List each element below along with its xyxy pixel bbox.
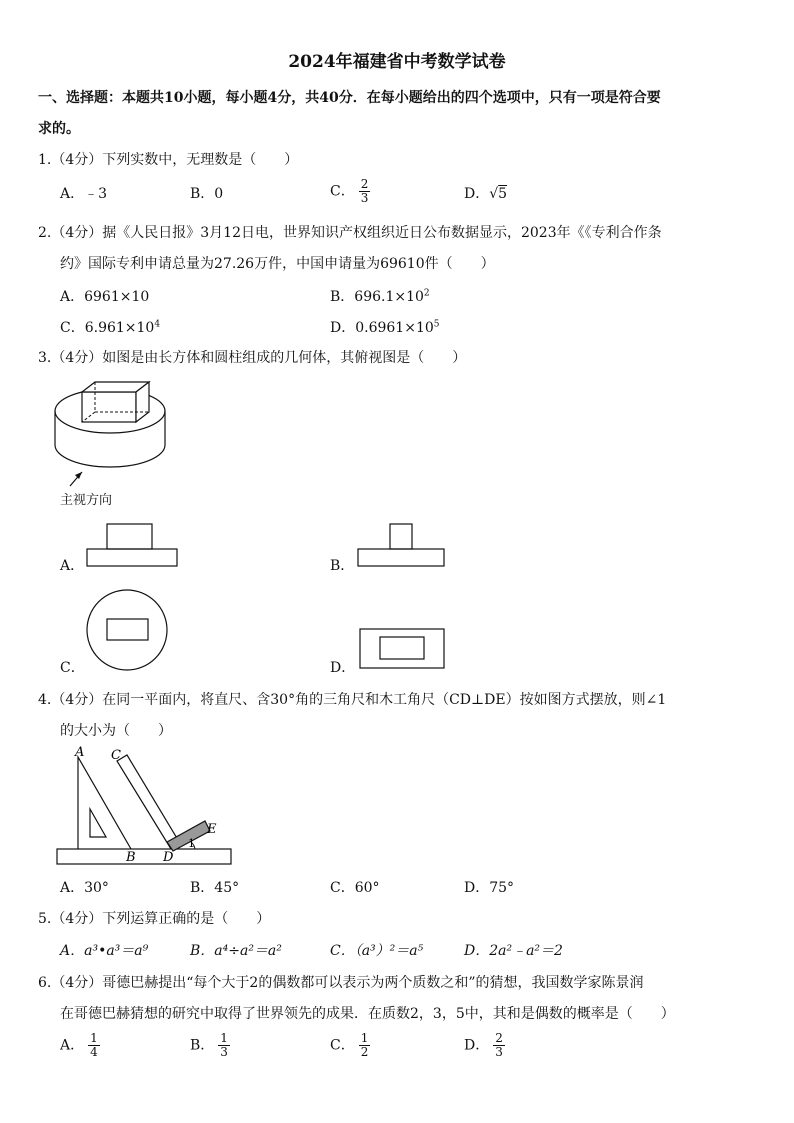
fraction-denominator: 3 bbox=[495, 1045, 503, 1059]
q4-option-d: D．75° bbox=[464, 880, 515, 896]
point-label-b: B bbox=[126, 850, 136, 865]
q6-line1: 6.（4分）哥德巴赫提出“每个大于2的偶数都可以表示为两个质数之和”的猜想，我国数学家陈景润 bbox=[38, 975, 644, 991]
q1-stem: 1.（4分）下列实数中，无理数是（ ） bbox=[38, 152, 299, 168]
q3-option-c-label: C． bbox=[60, 660, 85, 676]
fraction-numerator: 1 bbox=[90, 1031, 98, 1045]
fraction-numerator: 1 bbox=[220, 1031, 228, 1045]
q2-option-b-base: B．696.1×10 bbox=[330, 289, 424, 305]
q4-option-a: A．30° bbox=[60, 880, 109, 896]
q4-ruler-figure bbox=[55, 745, 235, 870]
q1-option-d bbox=[464, 183, 507, 203]
main-view-direction-label: 主视方向 bbox=[60, 493, 113, 508]
q5-stem: 5.（4分）下列运算正确的是（ ） bbox=[38, 911, 271, 927]
q2-option-a: A．6961×10 bbox=[60, 289, 150, 305]
q2-option-b-exponent: 2 bbox=[423, 288, 430, 299]
q3-option-d-figure bbox=[358, 627, 448, 672]
q1-option-a: A．﹣3 bbox=[60, 186, 108, 202]
q2-option-c-exponent: 4 bbox=[154, 319, 161, 330]
angle-label-1: 1 bbox=[188, 837, 195, 850]
q1-option-c-label: C． bbox=[330, 183, 355, 200]
q4-line1: 4.（4分）在同一平面内，将直尺、含30°角的三角尺和木工角尺（CD⊥DE）按如图方式摆放，则∠1 bbox=[38, 692, 667, 708]
q3-option-a-label: A． bbox=[60, 558, 85, 574]
q2-line2: 约》国际专利申请总量为27.26万件，中国申请量为69610件（ ） bbox=[60, 256, 495, 272]
fraction-numerator: 2 bbox=[360, 177, 369, 191]
q6-option-c-fraction bbox=[359, 1032, 371, 1059]
q3-stem: 3.（4分）如图是由长方体和圆柱组成的几何体，其俯视图是（ ） bbox=[38, 350, 467, 366]
fraction-numerator: 1 bbox=[360, 1031, 369, 1045]
q6-option-d-label: D． bbox=[464, 1037, 490, 1054]
fraction-denominator: 3 bbox=[360, 191, 369, 205]
q2-option-d-base: D．0.6961×10 bbox=[330, 320, 434, 336]
fraction-denominator: 3 bbox=[220, 1045, 228, 1059]
q3-solid-figure bbox=[50, 378, 180, 488]
q1-option-b: B．0 bbox=[190, 186, 224, 202]
q1-option-c-fraction bbox=[359, 178, 371, 205]
q6-option-b-fraction bbox=[218, 1032, 230, 1059]
point-label-e: E bbox=[207, 822, 217, 837]
q6-line2: 在哥德巴赫猜想的研究中取得了世界领先的成果．在质数2，3，5中，其和是偶数的概率是（ ） bbox=[60, 1006, 675, 1022]
page-title: 2024年福建省中考数学试卷 bbox=[288, 52, 506, 72]
q6-option-c bbox=[330, 1032, 370, 1059]
q1-option-c bbox=[330, 178, 370, 205]
point-label-c: C bbox=[111, 748, 121, 763]
fraction-numerator: 2 bbox=[495, 1031, 503, 1045]
q4-option-c: C．60° bbox=[330, 880, 380, 896]
q3-option-d-label: D． bbox=[330, 660, 356, 676]
q2-option-c bbox=[60, 317, 160, 337]
q3-option-c-figure bbox=[85, 588, 170, 673]
radicand: 5 bbox=[498, 186, 508, 202]
q6-option-c-label: C． bbox=[330, 1037, 355, 1054]
q4-option-b: B．45° bbox=[190, 880, 240, 896]
q3-option-b-figure bbox=[356, 523, 451, 569]
q5-option-b: B．a⁴÷a²＝a² bbox=[190, 943, 282, 959]
point-label-a: A bbox=[75, 745, 85, 760]
q6-option-b-label: B． bbox=[190, 1037, 215, 1054]
q6-option-a-label: A． bbox=[60, 1037, 85, 1054]
fraction-denominator: 4 bbox=[90, 1045, 98, 1059]
q2-option-d bbox=[330, 317, 440, 337]
q6-option-a bbox=[60, 1032, 100, 1059]
q6-option-d-fraction bbox=[493, 1032, 505, 1059]
q6-option-d bbox=[464, 1032, 505, 1059]
q3-option-b-label: B． bbox=[330, 558, 355, 574]
point-label-d: D bbox=[163, 850, 174, 865]
q5-option-a: A．a³•a³＝a⁹ bbox=[60, 943, 149, 959]
q4-line2: 的大小为（ ） bbox=[60, 723, 172, 739]
sqrt-sign-icon: √ bbox=[489, 186, 499, 202]
q1-option-d-label: D． bbox=[464, 186, 490, 202]
q2-option-c-base: C．6.961×10 bbox=[60, 320, 155, 336]
section-heading-line2: 求的。 bbox=[38, 121, 80, 137]
q2-option-d-exponent: 5 bbox=[433, 319, 440, 330]
q3-option-a-figure bbox=[85, 523, 180, 569]
section-heading-line1: 一、选择题：本题共10小题，每小题4分，共40分．在每小题给出的四个选项中，只有一项是符合要 bbox=[38, 90, 661, 106]
q6-option-b bbox=[190, 1032, 230, 1059]
q2-option-b bbox=[330, 286, 430, 306]
fraction-denominator: 2 bbox=[360, 1045, 369, 1059]
q5-option-d: D．2a²﹣a²＝2 bbox=[464, 943, 563, 959]
q2-line1: 2.（4分）据《人民日报》3月12日电，世界知识产权组织近日公布数据显示，2023年《《专利合作条 bbox=[38, 225, 662, 241]
q5-option-c: C．（a³）²＝a⁵ bbox=[330, 943, 424, 959]
q6-option-a-fraction bbox=[88, 1032, 100, 1059]
